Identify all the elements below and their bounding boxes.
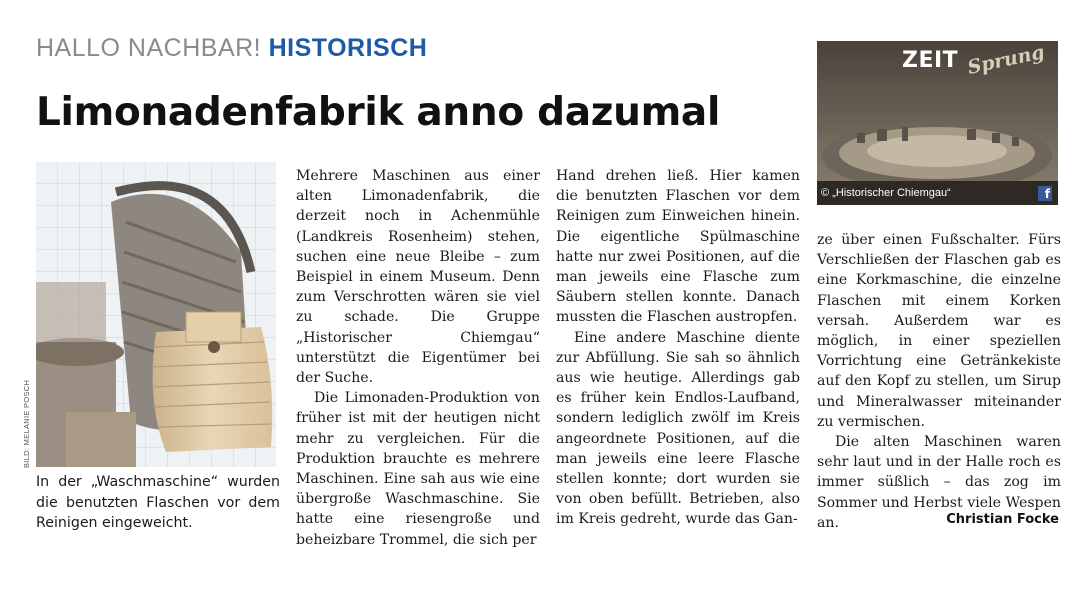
article-author: Christian Focke — [946, 512, 1059, 527]
section-kicker — [36, 34, 427, 63]
photo-caption: In der „Waschmaschine“ wurden die benutzten Flaschen vor dem Reinigen eingeweicht. — [36, 474, 280, 531]
paragraph: Die Limonaden-Produktion von früher ist mit der heutigen nicht mehr zu vergleichen. Für die Produktion brauchte es mehrere Maschinen. Eine sah aus wie eine übergroße Waschmaschine. Sie hatte eine riesengroße und beheizbare Trommel, die sich per — [296, 390, 540, 548]
zeitsprung-title: ZEIT — [902, 48, 959, 73]
photo-credit: BILD: MELANIE POSCH — [22, 379, 31, 468]
article-headline: Limonadenfabrik anno dazumal — [36, 90, 721, 135]
zeitsprung-credit: © „Historischer Chiemgau“ — [821, 187, 951, 199]
paragraph: ze über einen Fußschalter. Fürs Verschließen der Flaschen gab es eine Korkmaschine, die einzelne Flaschen mit einem Korken versah. Außerdem war es möglich, in einer speziellen Vorrichtung eine Getränkekiste auf den Kopf zu stellen, um Sirup und Mineralwasser miteinander zu vermischen. — [817, 232, 1061, 430]
article-column-1 — [296, 166, 540, 550]
zeitsprung-badge — [817, 41, 1058, 205]
kicker-topic: HISTORISCH — [268, 34, 428, 62]
facebook-icon: f — [1038, 186, 1052, 201]
kicker-section: HALLO NACHBAR! — [36, 34, 262, 62]
washing-machine-photo-illustration — [36, 162, 276, 467]
paragraph: Mehrere Maschinen aus einer alten Limonadenfabrik, die derzeit noch in Achenmühle (Landkreis Rosenheim) stehen, suchen eine neue Bleibe – zum Beispiel in einem Museum. Denn zum Verschrotten wären sie viel zu schade. Die Gruppe „Historischer Chiemgau“ unterstützt die Eigentümer bei der Suche. — [296, 168, 540, 387]
article-column-3 — [817, 230, 1061, 533]
zeitsprung-subtitle: Sprung — [965, 41, 1047, 79]
paragraph: Eine andere Maschine diente zur Abfüllung. Sie sah so ähnlich aus wie heutige. Allerdings gab es früher kein Endlos-Laufband, sondern lediglich zwölf im Kreis angeordnete Positionen, auf die man jeweils eine leere Flasche stellen konnte; dort wurden sie von oben befüllt. Betrieben, also im Kreis gedreht, wurde das Gan- — [556, 329, 800, 528]
paragraph: Die alten Maschinen waren sehr laut und in der Halle roch es immer süßlich – das zog im Sommer und Herbst viele Wespen an. — [817, 434, 1061, 531]
article-column-2 — [556, 166, 800, 530]
paragraph: Hand drehen ließ. Hier kamen die benutzten Flaschen vor dem Reinigen zum Einweichen hinein. Die eigentliche Spülmaschine hatte nur zwei Positionen, auf die man jeweils eine Flasche zum Säubern stellen konnte. Danach mussten die Flaschen austropfen. — [556, 168, 800, 326]
article-photo — [36, 162, 276, 467]
